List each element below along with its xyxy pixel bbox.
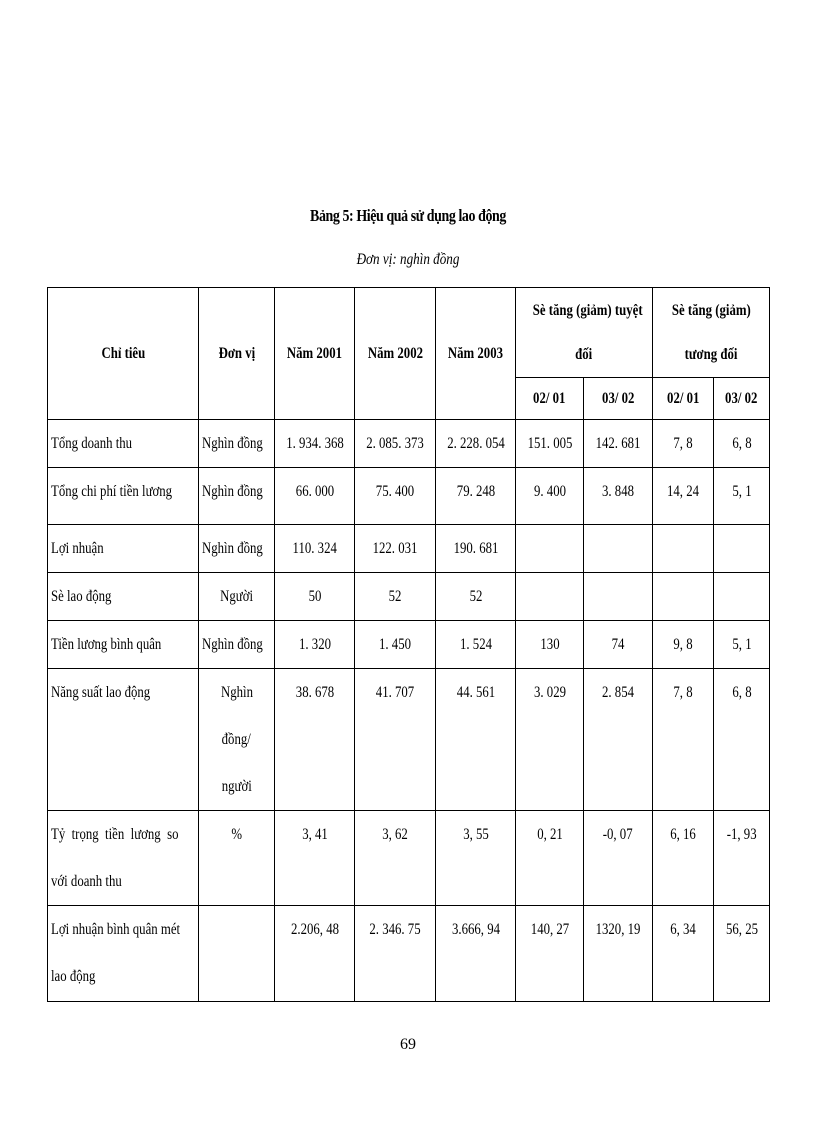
cell-2001: 38. 678 <box>295 684 334 701</box>
table-title: Bảng 5: Hiệu quả sử dụng lao động <box>310 206 506 225</box>
cell-2003: 44. 561 <box>456 684 495 701</box>
header-sub-rel-0201: 02/ 01 <box>653 378 714 420</box>
header-nam-2001: Năm 2001 <box>275 288 355 420</box>
cell-2002: 2. 346. 75 <box>369 921 421 938</box>
cell-rel-0201: 7, 8 <box>673 684 693 701</box>
cell-rel-0302: 6, 8 <box>731 435 752 452</box>
table-row <box>48 525 770 573</box>
header-nam-2003: Năm 2003 <box>436 288 516 420</box>
cell-2003: 3, 55 <box>462 826 489 843</box>
cell-rel-0201: 9, 8 <box>673 636 693 653</box>
table-row <box>48 468 770 525</box>
cell-rel-0201: 6, 34 <box>670 921 696 938</box>
row-unit: Nghìn đồng <box>202 483 263 500</box>
table-row <box>48 811 770 906</box>
cell-2001: 3, 41 <box>301 826 328 843</box>
cell-2001: 50 <box>308 588 321 605</box>
row-unit: Người <box>220 588 253 605</box>
cell-abs-0201: 0, 21 <box>536 826 563 843</box>
row-label: Tiền lương bình quân <box>51 636 162 653</box>
row-unit: % <box>231 826 242 843</box>
header-sub-abs-0201: 02/ 01 <box>516 378 584 420</box>
row-unit-line-2: đồng/ <box>221 731 252 748</box>
cell-rel-0201: 7, 8 <box>673 435 693 452</box>
header-don-vi: Đơn vị <box>199 288 275 420</box>
row-unit: Nghìn đồng <box>202 636 263 653</box>
row-label: Lợi nhuận <box>51 540 104 557</box>
labor-efficiency-table <box>47 287 770 1002</box>
cell-2003: 52 <box>469 588 482 605</box>
table-row <box>48 621 770 669</box>
cell-abs-0302: 2. 854 <box>602 684 634 701</box>
row-label-line-2: lao động <box>51 968 96 985</box>
cell-rel-0201: 6, 16 <box>670 826 696 843</box>
table-row <box>48 906 770 1002</box>
cell-abs-0201: 130 <box>539 636 560 653</box>
cell-abs-0302: 1320, 19 <box>595 921 641 938</box>
header-chi-tieu: Chỉ tiêu <box>48 288 199 420</box>
header-sub-rel-0302: 03/ 02 <box>714 378 770 420</box>
cell-2002: 75. 400 <box>375 483 415 500</box>
header-tuyet-doi: Sè tăng (giảm) tuyệt đối <box>516 288 653 378</box>
row-label: Tổng doanh thu <box>51 435 133 452</box>
row-unit-line-1: Nghìn <box>220 684 253 701</box>
row-unit: Nghìn đồng <box>202 435 263 452</box>
cell-abs-0302: 3. 848 <box>602 483 634 500</box>
cell-2003: 1. 524 <box>459 636 492 653</box>
row-label-line-1: Lợi nhuận bình quân mét <box>51 921 181 938</box>
row-label-line-1: Tỷ trọng tiền lương so <box>51 826 179 843</box>
cell-2002: 2. 085. 373 <box>366 435 424 452</box>
table-row <box>48 669 770 811</box>
cell-rel-0302: -1, 93 <box>726 826 757 843</box>
row-label: Năng suất lao động <box>51 684 151 701</box>
cell-2002: 41. 707 <box>375 684 415 701</box>
unit-note: Đơn vị: nghìn đồng <box>356 251 460 268</box>
row-label: Tổng chi phí tiền lương <box>51 483 173 500</box>
cell-abs-0302: 74 <box>611 636 625 653</box>
cell-2002: 52 <box>388 588 402 605</box>
cell-2001: 66. 000 <box>295 483 334 500</box>
cell-rel-0302: 6, 8 <box>731 684 752 701</box>
row-label-line-2: với doanh thu <box>51 873 122 890</box>
cell-2001: 110. 324 <box>292 540 337 557</box>
row-unit-line-3: người <box>221 778 252 795</box>
cell-2003: 190. 681 <box>453 540 498 557</box>
cell-2002: 122. 031 <box>372 540 418 557</box>
cell-2003: 3.666, 94 <box>451 921 500 938</box>
cell-2002: 1. 450 <box>379 636 411 653</box>
cell-abs-0201: 140, 27 <box>530 921 569 938</box>
table-row <box>48 420 770 468</box>
row-unit: Nghìn đồng <box>202 540 263 557</box>
cell-2002: 3, 62 <box>382 826 408 843</box>
cell-2003: 79. 248 <box>456 483 495 500</box>
cell-2001: 1. 934. 368 <box>285 435 344 452</box>
cell-2001: 2.206, 48 <box>290 921 339 938</box>
row-label: Sè lao động <box>51 588 112 605</box>
header-tuong-doi: Sè tăng (giảm) tương đối <box>653 288 770 378</box>
cell-rel-0201: 14, 24 <box>667 483 699 500</box>
cell-rel-0302: 56, 25 <box>725 921 758 938</box>
cell-abs-0302: 142. 681 <box>595 435 641 452</box>
cell-2003: 2. 228. 054 <box>446 435 505 452</box>
header-sub-abs-0302: 03/ 02 <box>584 378 653 420</box>
table-row <box>48 573 770 621</box>
cell-rel-0302: 5, 1 <box>731 636 752 653</box>
cell-abs-0201: 151. 005 <box>527 435 572 452</box>
page-number: 69 <box>400 1036 416 1053</box>
cell-rel-0302: 5, 1 <box>731 483 752 500</box>
cell-abs-0302: -0, 07 <box>603 826 633 843</box>
cell-abs-0201: 3. 029 <box>533 684 566 701</box>
cell-abs-0201: 9. 400 <box>533 483 566 500</box>
header-nam-2002: Năm 2002 <box>355 288 436 420</box>
cell-2001: 1. 320 <box>298 636 331 653</box>
